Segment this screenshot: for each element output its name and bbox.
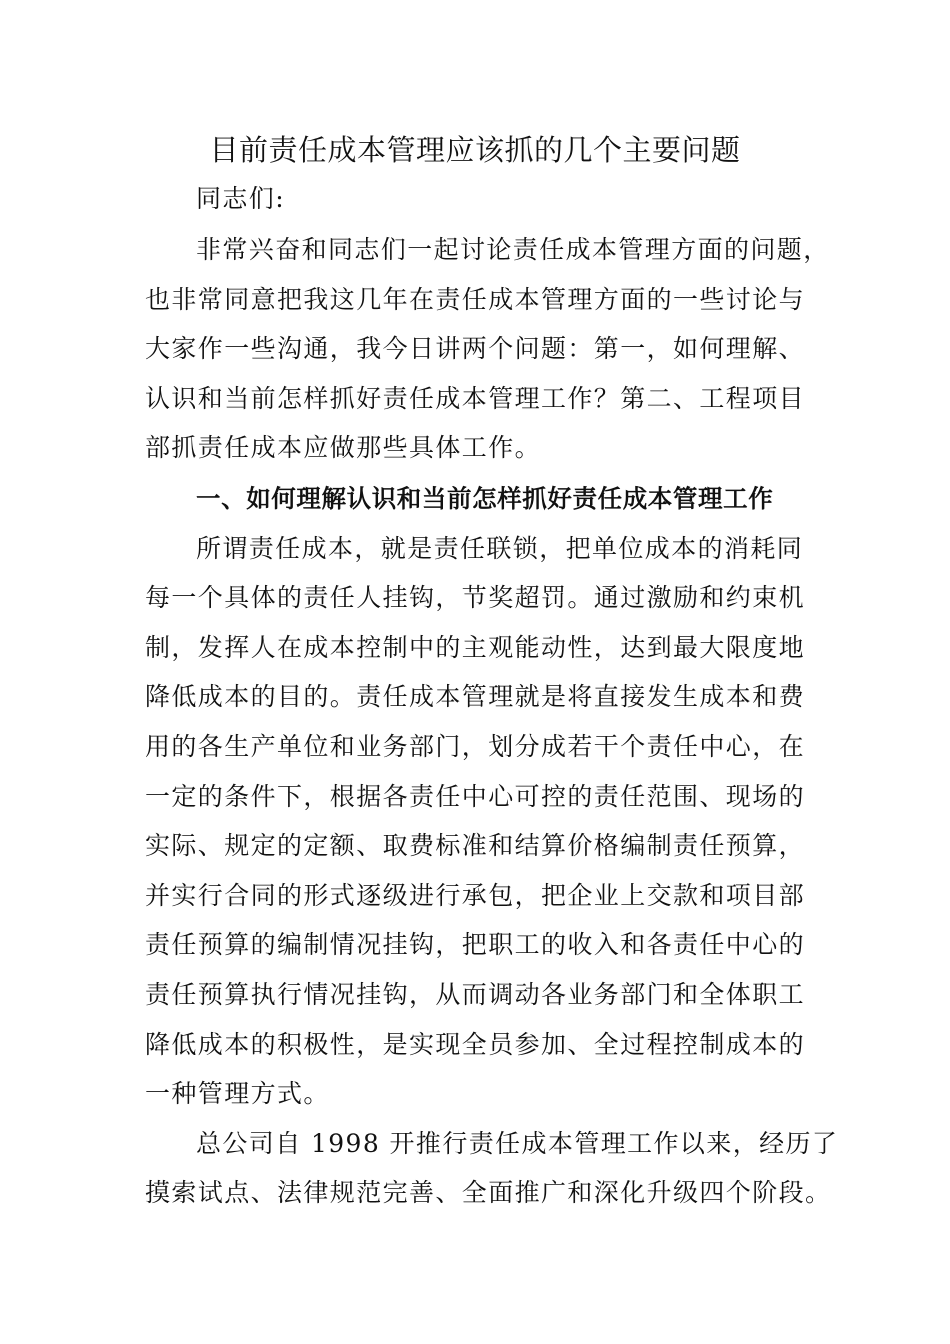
intro-line: 也非常同意把我这几年在责任成本管理方面的一些讨论与 (145, 285, 806, 314)
paragraph-line: 总公司自 1998 开推行责任成本管理工作以来，经历了 (196, 1129, 839, 1158)
paragraph-line: 责任预算执行情况挂钩，从而调动各业务部门和全体职工 (145, 980, 806, 1009)
intro-line: 认识和当前怎样抓好责任成本管理工作？第二、工程项目 (145, 384, 806, 413)
paragraph-line: 降低成本的积极性，是实现全员参加、全过程控制成本的 (145, 1030, 806, 1059)
paragraph-line: 降低成本的目的。责任成本管理就是将直接发生成本和费 (145, 682, 806, 711)
paragraph-line: 每一个具体的责任人挂钩，节奖超罚。通过激励和约束机 (145, 583, 806, 612)
paragraph-line: 所谓责任成本，就是责任联锁，把单位成本的消耗同 (196, 534, 804, 563)
section-heading: 一、如何理解认识和当前怎样抓好责任成本管理工作 (196, 484, 774, 513)
paragraph-line: 一定的条件下，根据各责任中心可控的责任范围、现场的 (145, 782, 806, 811)
intro-line: 非常兴奋和同志们一起讨论责任成本管理方面的问题， (196, 235, 830, 264)
paragraph-line: 摸索试点、法律规范完善、全面推广和深化升级四个阶段。 (145, 1178, 832, 1207)
document-title: 目前责任成本管理应该抓的几个主要问题 (209, 133, 741, 167)
paragraph-line: 并实行合同的形式逐级进行承包，把企业上交款和项目部 (145, 881, 806, 910)
intro-line: 部抓责任成本应做那些具体工作。 (145, 433, 542, 462)
paragraph-line: 制，发挥人在成本控制中的主观能动性，达到最大限度地 (145, 633, 806, 662)
salutation: 同志们: (196, 184, 286, 213)
paragraph-line: 用的各生产单位和业务部门，划分成若干个责任中心，在 (145, 732, 806, 761)
paragraph-line: 责任预算的编制情况挂钩，把职工的收入和各责任中心的 (145, 930, 806, 959)
intro-line: 大家作一些沟通，我今日讲两个问题：第一，如何理解、 (145, 334, 806, 363)
paragraph-line: 实际、规定的定额、取费标准和结算价格编制责任预算， (145, 831, 806, 860)
paragraph-line: 一种管理方式。 (145, 1079, 330, 1108)
